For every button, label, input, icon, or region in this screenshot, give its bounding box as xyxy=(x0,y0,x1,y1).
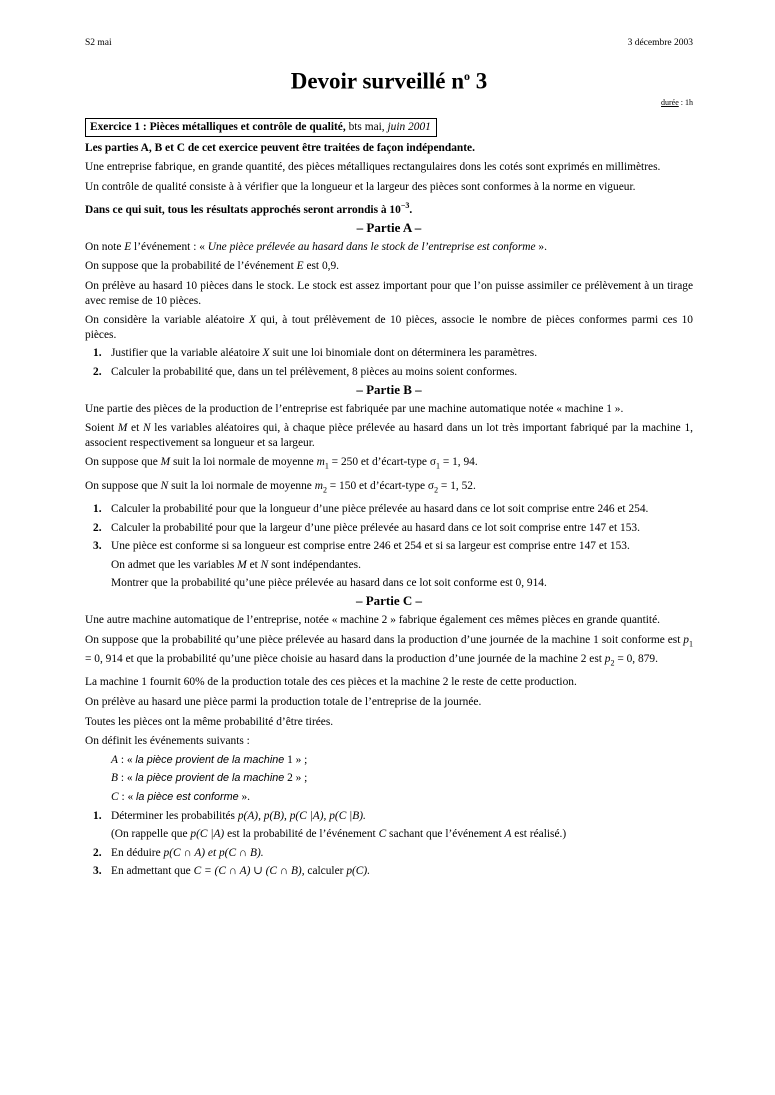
page-header xyxy=(85,36,693,48)
intro-p3: Un contrôle de qualité consiste à à vérifier que la longueur et la largeur des pièces sont conformes à la norme en vigueur. xyxy=(85,180,636,193)
header-left: S2 mai xyxy=(85,38,112,48)
list-item: 3. En admettant que C = (C ∩ A) ∪ (C ∩ B), calculer p(C). xyxy=(93,865,371,878)
part-b-questions xyxy=(85,502,693,554)
part-b-p4: On suppose que N suit la loi normale de moyenne $m_2 = 150$ et d’écart-type $\sigma_2 = 1$, 52. xyxy=(85,480,476,495)
exercise-box: Exercice 1 : Pièces métalliques et contrôle de qualité, bts mai, juin 2001 xyxy=(85,118,437,137)
intro-p4: Dans ce qui suit, tous les résultats approchés seront arrondis à $10^{-3}$. xyxy=(85,201,413,217)
part-b-q3-s2: Montrer que la probabilité qu’une pièce prélevée au hasard dans ce lot soit conforme est 0, 914. xyxy=(111,577,547,590)
part-c-title: – Partie C – xyxy=(355,593,423,609)
part-a-p2: On suppose que la probabilité de l’événement E est 0,9. xyxy=(85,260,340,273)
page-title: Devoir surveillé $n^o$ 3 xyxy=(290,68,488,94)
exercise-name: Pièces métalliques et contrôle de qualité, xyxy=(149,120,346,133)
part-c-p3: La machine 1 fournit 60% de la production totale des ces pièces et la machine 2 le reste de cette production. xyxy=(85,676,577,689)
part-c-questions-cont xyxy=(85,846,693,879)
part-a-questions xyxy=(85,346,693,379)
part-c-p6: On définit les événements suivants : xyxy=(85,735,250,748)
part-b-p1: Une partie des pièces de la production de l’entreprise est fabriquée par une machine automatique notée « machine 1 ». xyxy=(85,402,624,415)
part-c-p2: On suppose que la probabilité qu’une pièce prélevée au hasard dans la production d’une journée de la machine 1 soit conforme est $p_1 = 0$, 914 et que la probabilité qu’une pièce choisie au hasard dans la production d’une journée de la machine 2 est $p_2 = 0$, 879. xyxy=(85,633,693,667)
list-item: 2. Calculer la probabilité pour que la largeur d’une pièce prélevée au hasard dans ce lot soit comprise entre 147 et 153. xyxy=(93,521,640,534)
part-a-title: – Partie A – xyxy=(356,219,422,235)
event-b: B : « la pièce provient de la machine 2 » ; xyxy=(111,772,308,785)
header-right: 3 décembre 2003 xyxy=(627,38,693,48)
duration: durée : 1h xyxy=(661,97,693,107)
event-a: A : « la pièce provient de la machine 1 » ; xyxy=(111,753,308,766)
intro-p1: Les parties A, B et C de cet exercice peuvent être traitées de façon indépendante. xyxy=(85,141,475,154)
intro-p2: Une entreprise fabrique, en grande quantité, des pièces métalliques rectangulaires dons les cotés sont exprimés en millimètres. xyxy=(85,161,661,174)
part-b-p3: On suppose que M suit la loi normale de moyenne $m_1 = 250$ et d’écart-type $\sigma_1 = 1$, 94. xyxy=(85,456,478,471)
part-c-p4: On prélève au hasard une pièce parmi la production totale de l’entreprise de la journée. xyxy=(85,696,482,709)
part-c-p5: Toutes les pièces ont la même probabilité d’être tirées. xyxy=(85,715,334,728)
list-item: 2. En déduire p(C ∩ A) et p(C ∩ B). xyxy=(93,846,264,859)
part-a-p1: On note E l’événement : « Une pièce prélevée au hasard dans le stock de l’entreprise est conforme ». xyxy=(85,240,547,253)
list-item: 1. Déterminer les probabilités p(A), p(B), p(C |A), p(C |B). xyxy=(93,809,366,822)
list-item: 2. Calculer la probabilité que, dans un tel prélèvement, 8 pièces au moins soient conformes. xyxy=(93,365,518,378)
part-b-title: – Partie B – xyxy=(356,381,422,397)
part-a-p4: On considère la variable aléatoire X qui, à tout prélèvement de 10 pièces, associe le nombre de pièces conformes parmi ces 10 pièces. xyxy=(85,314,693,341)
part-a-p3: On prélève au hasard 10 pièces dans le stock. Le stock est assez important pour que l’on puisse assimiler ce prélèvement à un tirage avec remise de 10 pièces. xyxy=(85,280,693,307)
list-item: 3. Une pièce est conforme si sa longueur est comprise entre 246 et 254 et si sa largeur est comprise entre 147 et 153. xyxy=(93,540,630,553)
event-c: C : « la pièce est conforme ». xyxy=(111,790,251,803)
part-b-p2: Soient M et N les variables aléatoires qui, à chaque pièce prélevée au hasard dans un lot très important fabriqué par la machine 1, associent respectivement sa longueur et sa largeur. xyxy=(85,422,693,449)
exercise-label: Exercice 1 : xyxy=(90,120,147,133)
part-b-q3-s1: On admet que les variables M et N sont indépendantes. xyxy=(111,558,361,571)
list-item: 1. Justifier que la variable aléatoire X suit une loi binomiale dont on déterminera les paramètres. xyxy=(93,347,538,360)
part-c-q1-note: (On rappelle que p(C |A) est la probabilité de l’événement C sachant que l’événement A est réalisé.) xyxy=(111,828,567,841)
document-page xyxy=(85,36,693,879)
list-item: 1. Calculer la probabilité pour que la longueur d’une pièce prélevée au hasard dans ce lot soit comprise entre 246 et 254. xyxy=(93,503,649,516)
part-c-p1: Une autre machine automatique de l’entreprise, notée « machine 2 » fabrique également ces mêmes pièces en grande quantité. xyxy=(85,614,660,627)
part-c-questions xyxy=(85,809,693,824)
